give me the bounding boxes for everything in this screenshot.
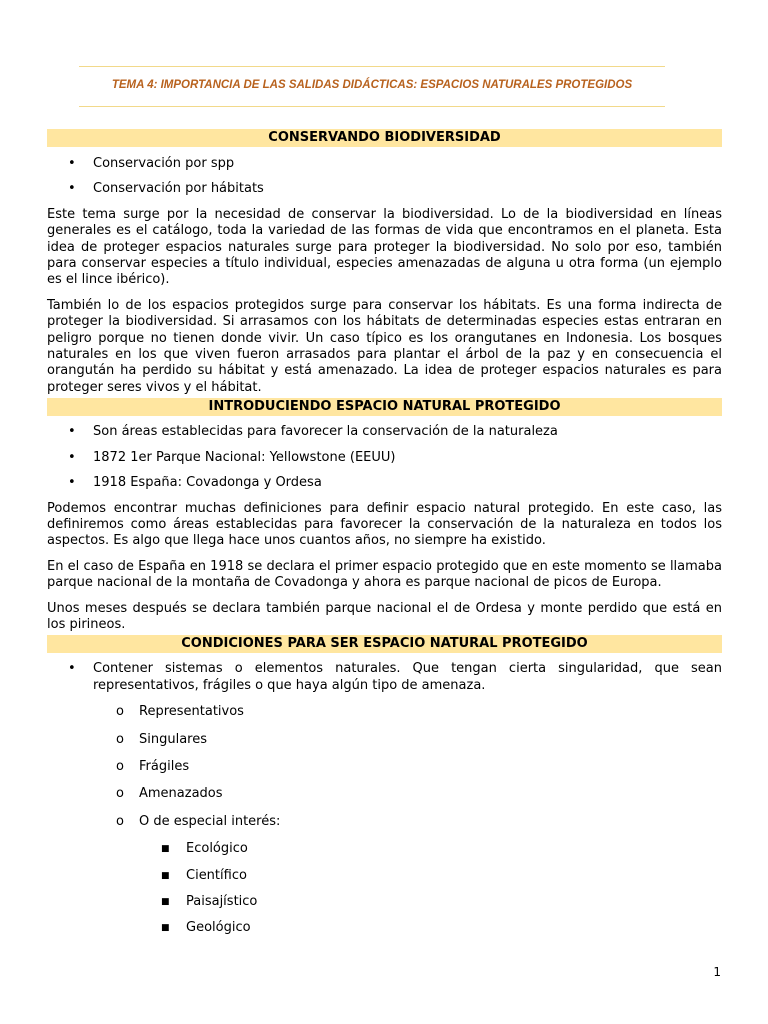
header-top-rule <box>79 66 665 67</box>
bullet-list-introduciendo <box>47 424 722 491</box>
list-item: • Conservación por spp <box>68 156 235 171</box>
list-item: • 1918 España: Covadonga y Ordesa <box>68 475 322 491</box>
list-item: o Representativos <box>116 704 244 720</box>
section-heading-condiciones: CONDICIONES PARA SER ESPACIO NATURAL PROTEGIDO <box>47 635 722 653</box>
header-bottom-rule <box>79 106 665 107</box>
bullet-list-condiciones <box>47 661 722 694</box>
circle-bullet-icon: o <box>116 731 124 747</box>
bullet-icon: • <box>68 424 76 440</box>
section-heading-introduciendo: INTRODUCIENDO ESPACIO NATURAL PROTEGIDO <box>47 398 722 416</box>
section-heading-conservando: CONSERVANDO BIODIVERSIDAD <box>47 129 722 147</box>
list-item: • Conservación por hábitats <box>68 181 264 197</box>
list-item: ■ Paisajístico <box>161 894 258 909</box>
bullet-icon: • <box>68 156 76 171</box>
square-bullet-icon: ■ <box>161 923 170 934</box>
bullet-icon: • <box>68 661 76 677</box>
list-item: • 1872 1er Parque Nacional: Yellowstone (EEUU) <box>68 449 396 465</box>
paragraph: En el caso de España en 1918 se declara el primer espacio protegido que en este momento se llamaba parque nacional de la montaña de Covadonga y ahora es parque nacional de picos de Europa. <box>47 558 722 591</box>
square-bullet-icon: ■ <box>161 897 170 907</box>
document-header-title: TEMA 4: IMPORTANCIA DE LAS SALIDAS DIDÁCTICAS: ESPACIOS NATURALES PROTEGIDOS <box>111 79 633 91</box>
list-item: o Frágiles <box>116 758 190 774</box>
paragraph: También lo de los espacios protegidos surge para conservar los hábitats. Es una forma indirecta de proteger la biodiversidad. Si arrasamos con los hábitats de determinadas especies estas entraran en peligro porque no tienen donde vivir. Un caso típico es los orangutanes en Indonesia. Los bosques naturales en los que viven fueron arrasados para plantar el árbol de la paz y en consecuencia el orangután ha perdido su hábitat y está amenazado. La idea de proteger espacios naturales es para proteger seres vivos y el hábitat. <box>47 297 722 395</box>
list-item: ■ Geológico <box>161 920 251 936</box>
square-bullet-icon: ■ <box>161 870 170 881</box>
circle-bullet-icon: o <box>116 758 124 774</box>
list-item: o Amenazados <box>116 786 223 802</box>
list-item: • Contener sistemas o elementos naturales. Que tengan cierta singularidad, que sean representativos, frágiles o que haya algún tipo de amenaza. <box>68 661 722 693</box>
circle-bullet-icon: o <box>116 813 124 829</box>
circle-bullet-icon: o <box>116 704 124 720</box>
paragraph: Este tema surge por la necesidad de conservar la biodiversidad. Lo de la biodiversidad en líneas generales es el catálogo, toda la variedad de las formas de vida que encontramos en el planeta. Esta idea de proteger espacios naturales surge para proteger la biodiversidad. No solo por eso, también para conservar especies a título individual, especies amenazadas de alguna u otra forma (un ejemplo es el lince ibérico). <box>47 206 722 288</box>
list-item: o Singulares <box>116 731 208 747</box>
paragraph: Unos meses después se declara también parque nacional el de Ordesa y monte perdido que está en los pirineos. <box>47 600 722 632</box>
bullet-list-conservacion <box>47 156 722 198</box>
square-bullet-icon: ■ <box>161 844 170 855</box>
paragraph: Podemos encontrar muchas definiciones para definir espacio natural protegido. En este caso, las definiremos como áreas establecidas para favorecer la conservación de la naturaleza en todos los aspectos. Es algo que llega hace unos cuantos años, no siempre ha existido. <box>47 500 722 549</box>
list-item: ■ Ecológico <box>161 841 248 857</box>
bullet-icon: • <box>68 181 76 197</box>
sub-list-criterios <box>47 704 722 830</box>
list-item: o O de especial interés: <box>116 813 281 829</box>
bullet-icon: • <box>68 475 76 491</box>
document-body <box>47 129 722 937</box>
circle-bullet-icon: o <box>116 786 124 802</box>
sub-list-interes <box>47 841 722 937</box>
page-number: 1 <box>713 965 721 979</box>
list-item: • Son áreas establecidas para favorecer la conservación de la naturaleza <box>68 424 558 440</box>
list-item: ■ Científico <box>161 867 247 883</box>
bullet-icon: • <box>68 449 76 465</box>
